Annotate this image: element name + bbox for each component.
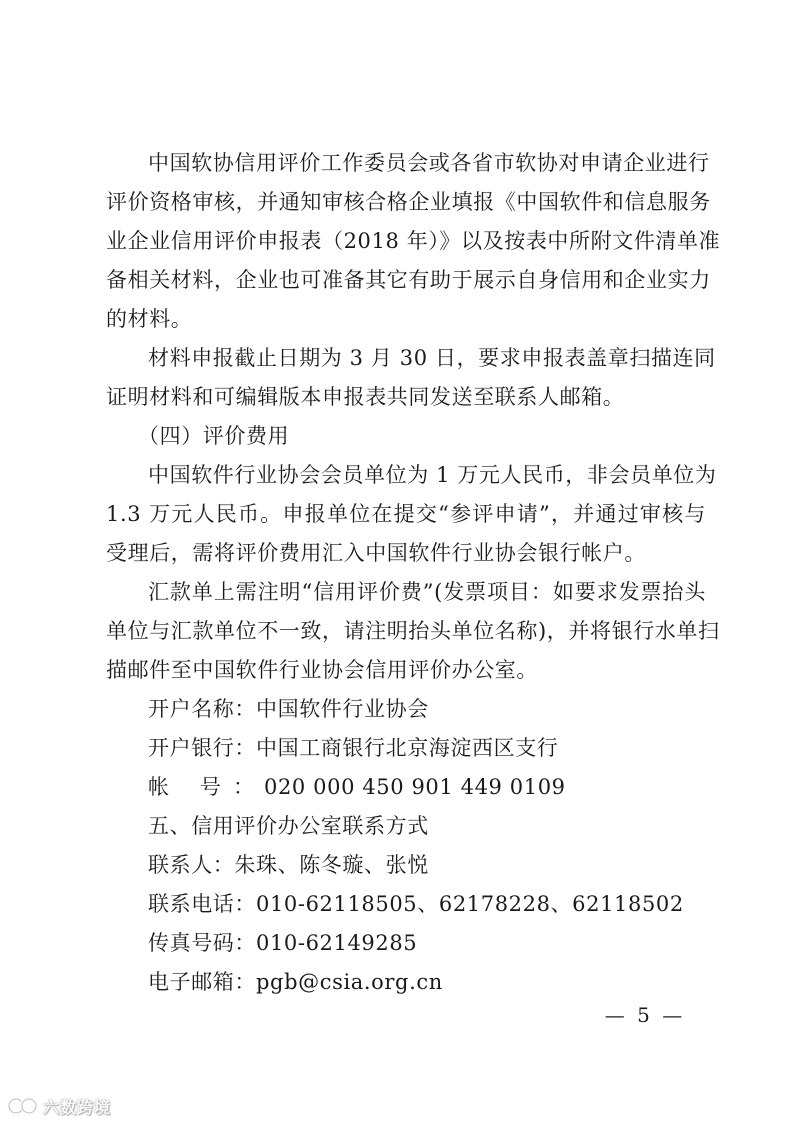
account-number-row: [148, 772, 748, 802]
paragraph-line: 受理后，需将评价费用汇入中国软件行业协会银行帐户。: [106, 541, 646, 565]
paragraph-line: 证明材料和可编辑版本申报表共同发送至联系人邮箱。: [106, 385, 625, 409]
watermark: [8, 1093, 111, 1119]
paragraph-line: 1.3 万元人民币。申报单位在提交“参评申请”，并通过审核与: [106, 502, 706, 526]
contact-heading: 五、信用评价办公室联系方式: [148, 814, 429, 838]
paragraph-line: 中国软协信用评价工作委员会或各省市软协对申请企业进行: [148, 151, 710, 175]
paragraph-line: 描邮件至中国软件行业协会信用评价办公室。: [106, 658, 538, 682]
account-number-value: 020 000 450 901 449 0109: [264, 775, 566, 799]
paragraph-line: 单位与汇款单位不一致，请注明抬头单位名称)，并将银行水单扫: [106, 619, 720, 643]
contact-fax: 传真号码：010-62149285: [148, 931, 418, 955]
watermark-text: 六数跨境: [43, 1097, 112, 1117]
paragraph-line: 业企业信用评价申报表（2018 年）》以及按表中所附文件清单准: [106, 229, 721, 253]
paragraph-line: 汇款单上需注明“信用评价费”(发票项目：如要求发票抬头: [148, 580, 706, 604]
account-number-label: 帐 号：: [148, 775, 254, 799]
paragraph-line: 备相关材料，企业也可准备其它有助于展示自身信用和企业实力: [106, 268, 711, 292]
watermark-logo-icon: [8, 1095, 38, 1117]
contact-people: 联系人：朱珠、陈冬璇、张悦: [148, 853, 429, 877]
paragraph-line: 材料申报截止日期为 3 月 30 日，要求申报表盖章扫描连同: [148, 346, 716, 370]
paragraph-line: 的材料。: [106, 307, 193, 331]
account-name: 开户名称：中国软件行业协会: [148, 697, 429, 721]
paragraph-line: 评价资格审核，并通知审核合格企业填报《中国软件和信息服务: [106, 190, 711, 214]
paragraph-line: 中国软件行业协会会员单位为 1 万元人民币，非会员单位为: [148, 463, 717, 487]
section-heading: （四）评价费用: [138, 424, 290, 448]
account-bank: 开户银行：中国工商银行北京海淀西区支行: [148, 736, 559, 760]
page-number: — 5 —: [604, 1003, 686, 1027]
contact-email: 电子邮箱：pgb@csia.org.cn: [148, 970, 443, 994]
contact-phone: 联系电话：010-62118505、62178228、62118502: [148, 892, 684, 916]
